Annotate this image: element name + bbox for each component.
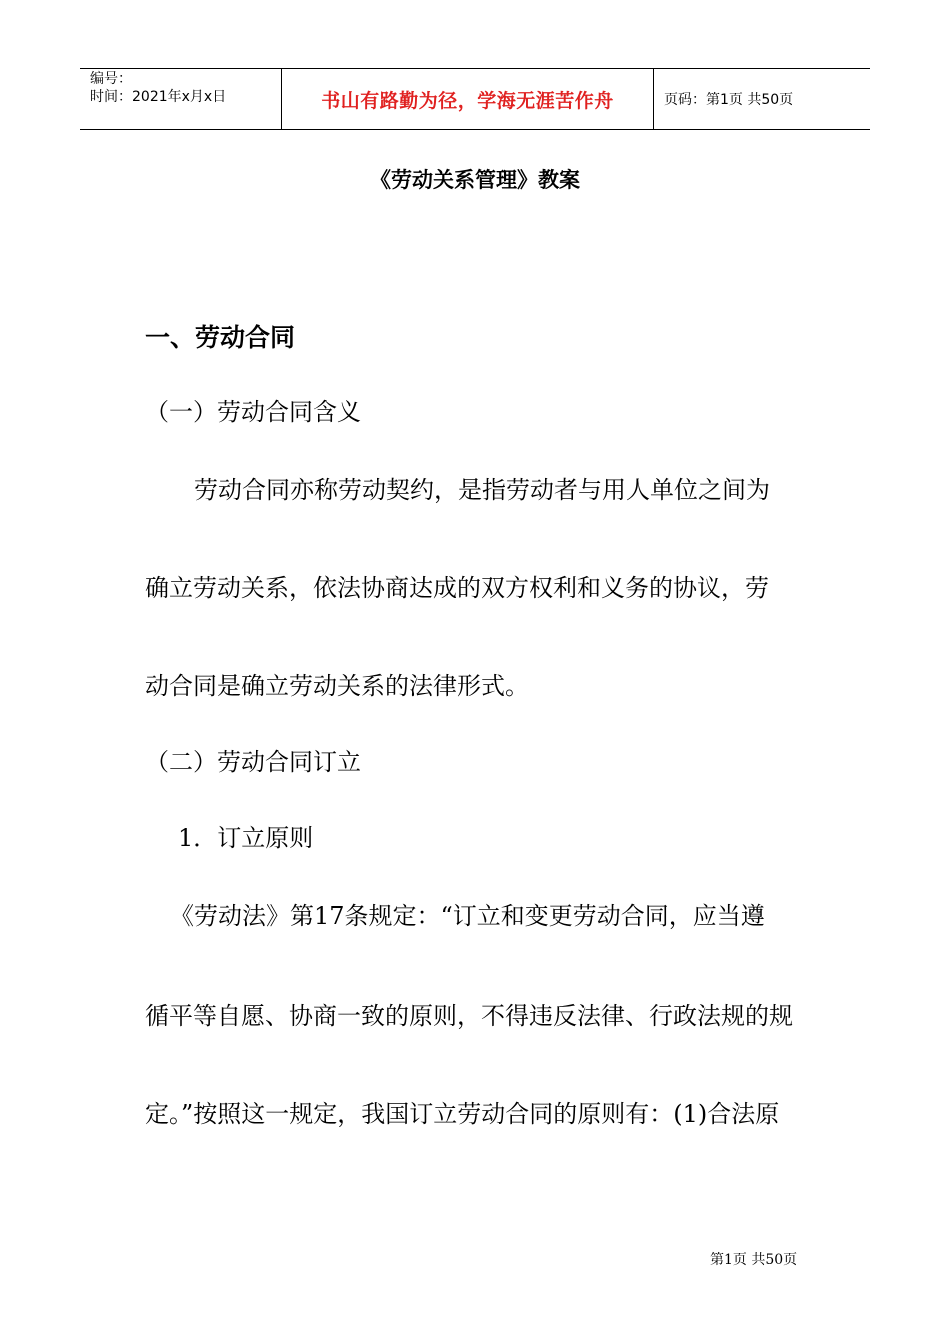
paragraph-line: 动合同是确立劳动关系的法律形式。	[145, 672, 529, 700]
paragraph-line: 《劳动法》第17条规定：“订立和变更劳动合同，应当遵	[170, 902, 765, 930]
header-motto: 书山有路勤为径，学海无涯苦作舟	[321, 89, 614, 112]
header-left-cell	[80, 69, 282, 129]
subsection-heading-2: （二）劳动合同订立	[145, 748, 361, 776]
serial-label: 编号：	[90, 71, 132, 87]
subsection-heading-1: （一）劳动合同含义	[145, 398, 361, 426]
paragraph-line: 劳动合同亦称劳动契约，是指劳动者与用人单位之间为	[170, 476, 770, 504]
date-label: 时间：2021年x月x日	[90, 89, 227, 105]
document-title: 《劳动关系管理》教案	[370, 168, 580, 192]
section-heading-1: 一、劳动合同	[145, 323, 296, 352]
header-page-info: 页码：第1页 共50页	[664, 92, 794, 108]
header-right-cell	[654, 69, 870, 129]
paragraph-line: 定。”按照这一规定，我国订立劳动合同的原则有：(1)合法原	[145, 1100, 780, 1128]
paragraph-line: 确立劳动关系，依法协商达成的双方权利和义务的协议，劳	[145, 574, 769, 602]
page-header	[80, 68, 870, 130]
page-footer: 第1页 共50页	[710, 1252, 798, 1268]
item-heading: 1．订立原则	[178, 824, 314, 852]
paragraph-line: 循平等自愿、协商一致的原则，不得违反法律、行政法规的规	[145, 1002, 793, 1030]
header-middle-cell	[282, 69, 654, 129]
